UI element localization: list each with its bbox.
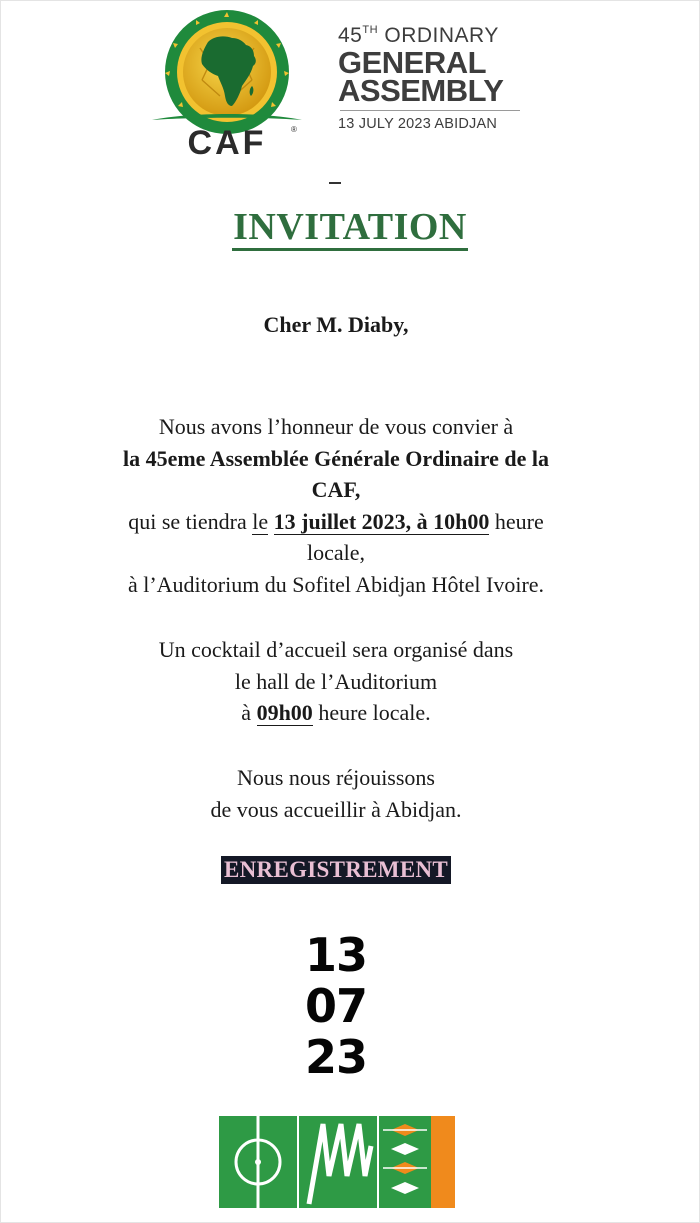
assembly-divider — [340, 110, 520, 111]
registration-label: ENREGISTREMENT — [221, 856, 451, 884]
p2-line3-post: heure locale. — [312, 700, 431, 725]
event-date-time: 13 juillet 2023, à 10h00 — [273, 508, 490, 534]
assembly-general: GENERAL — [338, 45, 487, 80]
caf-logo — [150, 8, 305, 158]
paragraph-cocktail — [0, 634, 672, 729]
assembly-assembly: ASSEMBLY — [338, 73, 504, 108]
p1-line4-le: le — [252, 508, 269, 534]
p1-line6: à l’Auditorium du Sofitel Abidjan Hôtel Ivoire. — [127, 571, 545, 597]
page-title — [0, 205, 700, 249]
greeting: Cher M. Diaby, — [263, 312, 409, 337]
p1-line4-post: heure — [489, 508, 544, 534]
assembly-ordinary: ORDINARY — [384, 24, 499, 47]
p1-line1: Nous avons l’honneur de vous convier à — [158, 414, 514, 439]
cocktail-time: 09h00 — [256, 700, 313, 725]
p1-line4 — [0, 506, 672, 538]
caf-logo-text: CAF — [187, 124, 267, 158]
svg-text:®: ® — [291, 125, 297, 134]
p1-line2: la 45eme Assemblée Générale Ordinaire de la — [122, 445, 550, 471]
paragraph-closing — [0, 762, 672, 825]
p1-line5: locale, — [306, 540, 366, 565]
p2-line1: Un cocktail d’accueil sera organisé dans — [158, 637, 514, 662]
p2-line3-pre: à — [241, 700, 257, 725]
p3-line2: de vous accueillir à Abidjan. — [210, 796, 462, 822]
date-year: 23 — [304, 1030, 367, 1084]
p2-line3 — [0, 697, 672, 729]
ivory-coast-emblem — [219, 1116, 455, 1208]
invitation-title: INVITATION — [232, 206, 468, 251]
date-block — [0, 930, 672, 1083]
p2-line2: le hall de l’Auditorium — [234, 668, 438, 694]
p1-line3: CAF, — [311, 477, 361, 502]
assembly-suffix: TH — [362, 24, 379, 36]
p3-line1: Nous nous réjouissons — [236, 765, 435, 790]
assembly-date-place: 13 JULY 2023 ABIDJAN — [338, 116, 498, 132]
paragraph-invitation — [0, 411, 672, 600]
separator-dash — [329, 182, 341, 184]
date-day: 13 — [304, 928, 367, 982]
date-month: 07 — [304, 979, 367, 1033]
assembly-number: 45 — [338, 24, 363, 47]
registration-label-wrap — [0, 856, 672, 884]
assembly-title-block — [338, 24, 538, 132]
p1-line4-pre: qui se tiendra — [128, 508, 253, 534]
